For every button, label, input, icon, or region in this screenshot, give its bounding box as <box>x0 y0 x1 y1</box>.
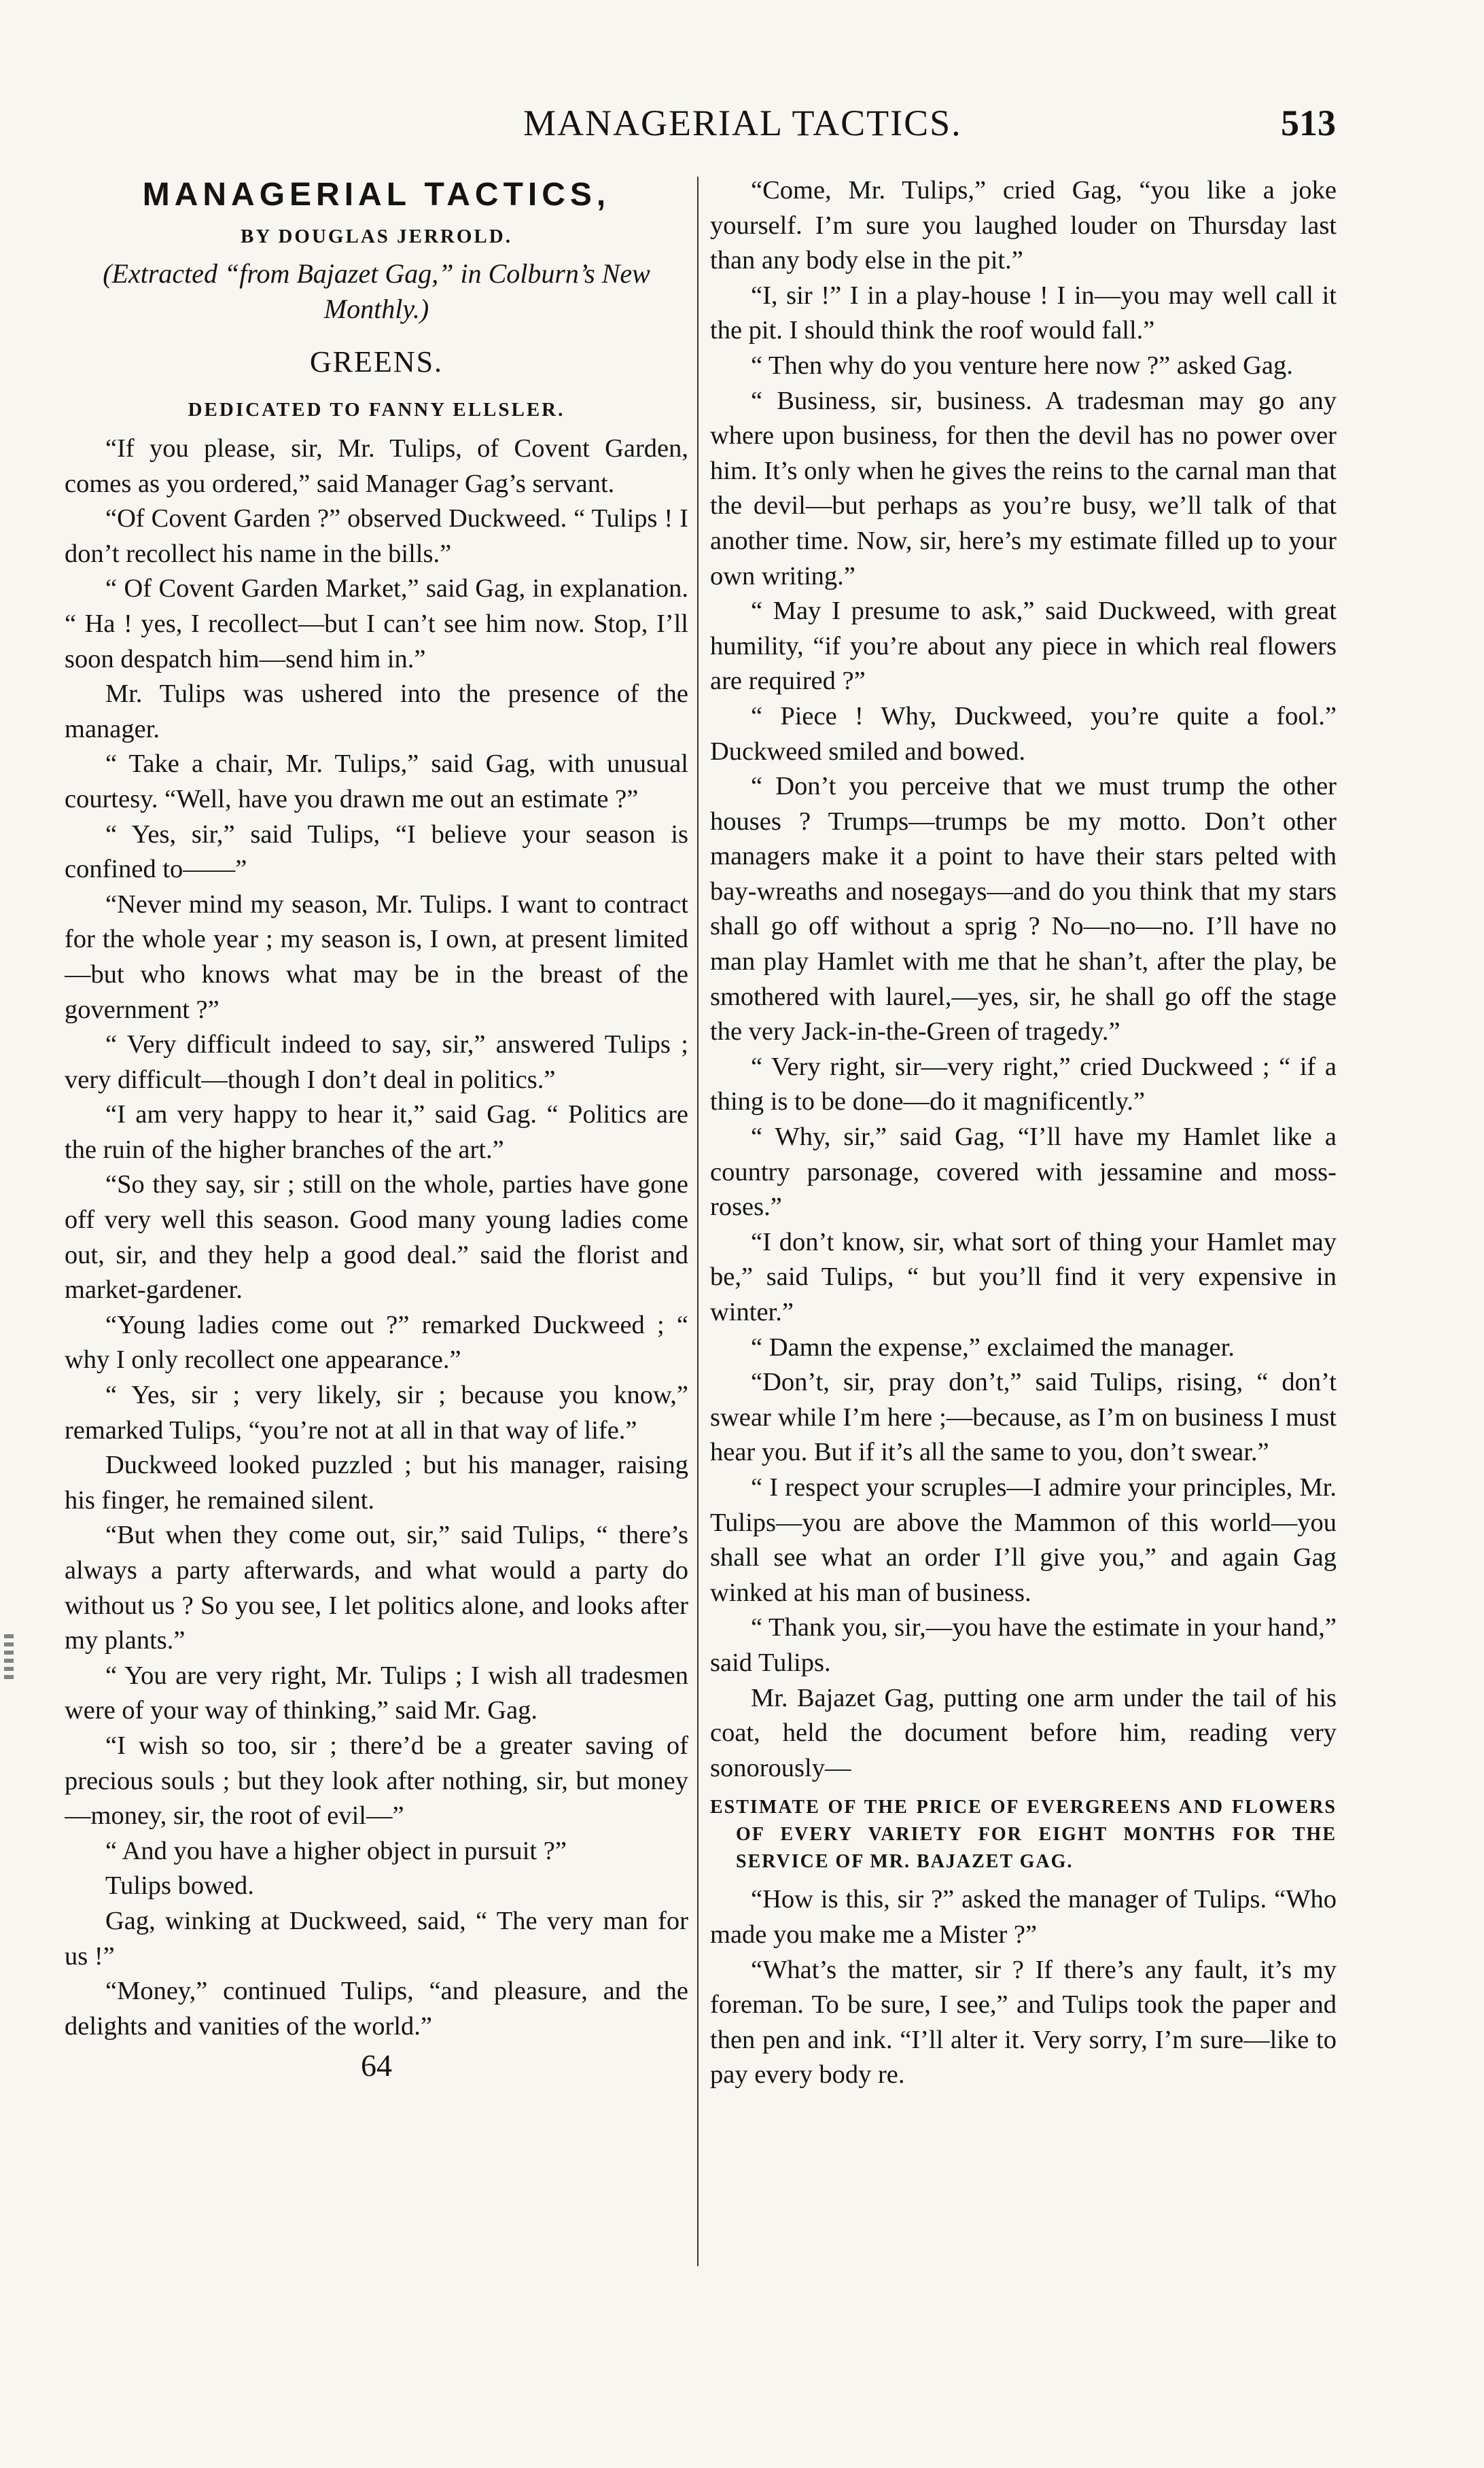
right-column <box>710 173 1337 2270</box>
paragraph: “So they say, sir ; still on the whole, parties have gone off very well this season. Good many young ladies come out, sir, and they help a good deal.” said the florist and market-gardener. <box>65 1170 688 1305</box>
left-paragraphs <box>65 431 688 2044</box>
paragraph: “Young ladies come out ?” remarked Duckweed ; “ why I only recollect one appearance.” <box>65 1310 688 1375</box>
paragraph: “ Don’t you perceive that we must trump the other houses ? Trumps—trumps be my motto. Don’t other managers make it a point to have their stars pelted with bay-wreaths and nosegays—and do you think that my stars shall go off without a sprig ? No—no—no. I’ll have no man play Hamlet with me that he shan’t, after the play, be smothered with laurel,—yes, sir, he shall go off the stage the very Jack-in-the-Green of tragedy.” <box>710 772 1337 1046</box>
paragraph: Gag, winking at Duckweed, said, “ The very man for us !” <box>65 1906 688 1971</box>
paragraph: “ Very difficult indeed to say, sir,” answered Tulips ; very difficult—though I don’t deal in politics.” <box>65 1030 688 1094</box>
article-title: MANAGERIAL TACTICS, <box>142 177 611 213</box>
paragraph: “ Piece ! Why, Duckweed, you’re quite a fool.” Duckweed smiled and bowed. <box>710 701 1337 766</box>
paragraph: “ I respect your scruples—I admire your principles, Mr. Tulips—you are above the Mammon of this world—you shall see what an order I’ll give you,” and again Gag winked at his man of business. <box>710 1473 1337 1607</box>
paragraph: Tulips bowed. <box>105 1871 254 1901</box>
paragraph: Mr. Bajazet Gag, putting one arm under the tail of his coat, held the document before him, reading very sonorously— <box>710 1683 1337 1782</box>
right-paragraphs-top <box>710 173 1337 1786</box>
paragraph: “ Thank you, sir,—you have the estimate in your hand,” said Tulips. <box>710 1613 1337 1677</box>
paragraph: “How is this, sir ?” asked the manager of Tulips. “Who made you make me a Mister ?” <box>710 1885 1337 1949</box>
left-column <box>65 173 688 2270</box>
signature-mark: 64 <box>361 2048 392 2083</box>
right-paragraphs-bottom <box>710 1882 1337 2093</box>
paragraph: Duckweed looked puzzled ; but his manager, raising his finger, he remained silent. <box>65 1451 688 1515</box>
paragraph: “ Damn the expense,” exclaimed the manager. <box>751 1333 1235 1362</box>
paragraph: “ Yes, sir,” said Tulips, “I believe your season is confined to——” <box>65 819 688 884</box>
paragraph: “Don’t, sir, pray don’t,” said Tulips, rising, “ don’t swear while I’m here ;—because, as I’m on business I must hear you. But if it’s all the same to you, don’t swear.” <box>710 1368 1337 1467</box>
paragraph: “ Then why do you venture here now ?” asked Gag. <box>751 351 1293 380</box>
byline: BY DOUGLAS JERROLD. <box>241 226 512 247</box>
paragraph: “I am very happy to hear it,” said Gag. “ Politics are the ruin of the higher branches of the art.” <box>65 1100 688 1164</box>
paragraph: “ Take a chair, Mr. Tulips,” said Gag, with unusual courtesy. “Well, have you drawn me out an estimate ?” <box>65 750 688 813</box>
paragraph: “Of Covent Garden ?” observed Duckweed. “ Tulips ! I don’t recollect his name in the bills.” <box>65 504 688 568</box>
paragraph: “If you please, sir, Mr. Tulips, of Covent Garden, comes as you ordered,” said Manager Gag’s servant. <box>65 434 688 498</box>
margin-ink-mark <box>4 1634 14 1682</box>
paragraph: “ Of Covent Garden Market,” said Gag, in explanation. “ Ha ! yes, I recollect—but I can’t see him now. Stop, I’ll soon despatch him—send him in.” <box>65 574 688 673</box>
paragraph: “ Business, sir, business. A tradesman may go any where upon business, for then the devil has no power over him. It’s only when he gives the reins to the carnal man that the devil—but perhaps as you’re busy, we’ll talk of that another time. Now, sir, here’s my estimate filled up to your own writing.” <box>710 386 1337 590</box>
dedication: DEDICATED TO FANNY ELLSLER. <box>188 399 565 421</box>
paragraph: “What’s the matter, sir ? If there’s any fault, it’s my foreman. To be sure, I see,” and Tulips took the paper and then pen and ink. “I’ll alter it. Very sorry, I’m sure—like to pay every body re. <box>710 1955 1337 2090</box>
running-title: MANAGERIAL TACTICS. <box>523 103 962 143</box>
paragraph: “ You are very right, Mr. Tulips ; I wish all tradesmen were of your way of thinking,” said Mr. Gag. <box>65 1661 688 1725</box>
paragraph: “I don’t know, sir, what sort of thing your Hamlet may be,” said Tulips, “ but you’ll find it very expensive in winter.” <box>710 1227 1337 1326</box>
paragraph: “I, sir !” I in a play-house ! I in—you may well call it the pit. I should think the roof would fall.” <box>710 281 1337 345</box>
paragraph: “Come, Mr. Tulips,” cried Gag, “you like a joke yourself. I’m sure you laughed louder on Thursday last than any body else in the pit.” <box>710 176 1337 275</box>
paragraph: “ Why, sir,” said Gag, “I’ll have my Hamlet like a country parsonage, covered with jessamine and moss-roses.” <box>710 1123 1337 1222</box>
paragraph: “Never mind my season, Mr. Tulips. I want to contract for the whole year ; my season is, I own, at present limited—but who knows what may be in the breast of the government ?” <box>65 889 688 1024</box>
paragraph: “I wish so too, sir ; there’d be a greater saving of precious souls ; but they look after nothing, sir, but money—money, sir, the root of evil—” <box>65 1731 688 1831</box>
paragraph: “ And you have a higher object in pursuit ?” <box>105 1836 567 1865</box>
paragraph: “ Yes, sir ; very likely, sir ; because you know,” remarked Tulips, “you’re not at all in that way of life.” <box>65 1381 688 1445</box>
section-heading: GREENS. <box>309 345 444 378</box>
paragraph: “But when they come out, sir,” said Tulips, “ there’s always a party afterwards, and what would a party do without us ? So you see, I let politics alone, and looks after my plants.” <box>65 1521 688 1655</box>
page-number: 513 <box>1281 103 1336 143</box>
paragraph: “Money,” continued Tulips, “and pleasure, and the delights and vanities of the world.” <box>65 1977 688 2041</box>
paragraph: Mr. Tulips was ushered into the presence of the manager. <box>65 680 688 743</box>
column-divider <box>697 177 699 2266</box>
paragraph: “ Very right, sir—very right,” cried Duckweed ; “ if a thing is to be done—do it magnificently.” <box>710 1052 1337 1116</box>
extract-note: (Extracted “from Bajazet Gag,” in Colburn’s New Monthly.) <box>103 258 650 324</box>
estimate-heading: ESTIMATE OF THE PRICE OF EVERGREENS AND FLOWERS OF EVERY VARIETY FOR EIGHT MONTHS FOR THE SERVICE OF MR. BAJAZET GAG. <box>710 1797 1337 1873</box>
paragraph: “ May I presume to ask,” said Duckweed, with great humility, “if you’re about any piece in which real flowers are required ?” <box>710 597 1337 696</box>
